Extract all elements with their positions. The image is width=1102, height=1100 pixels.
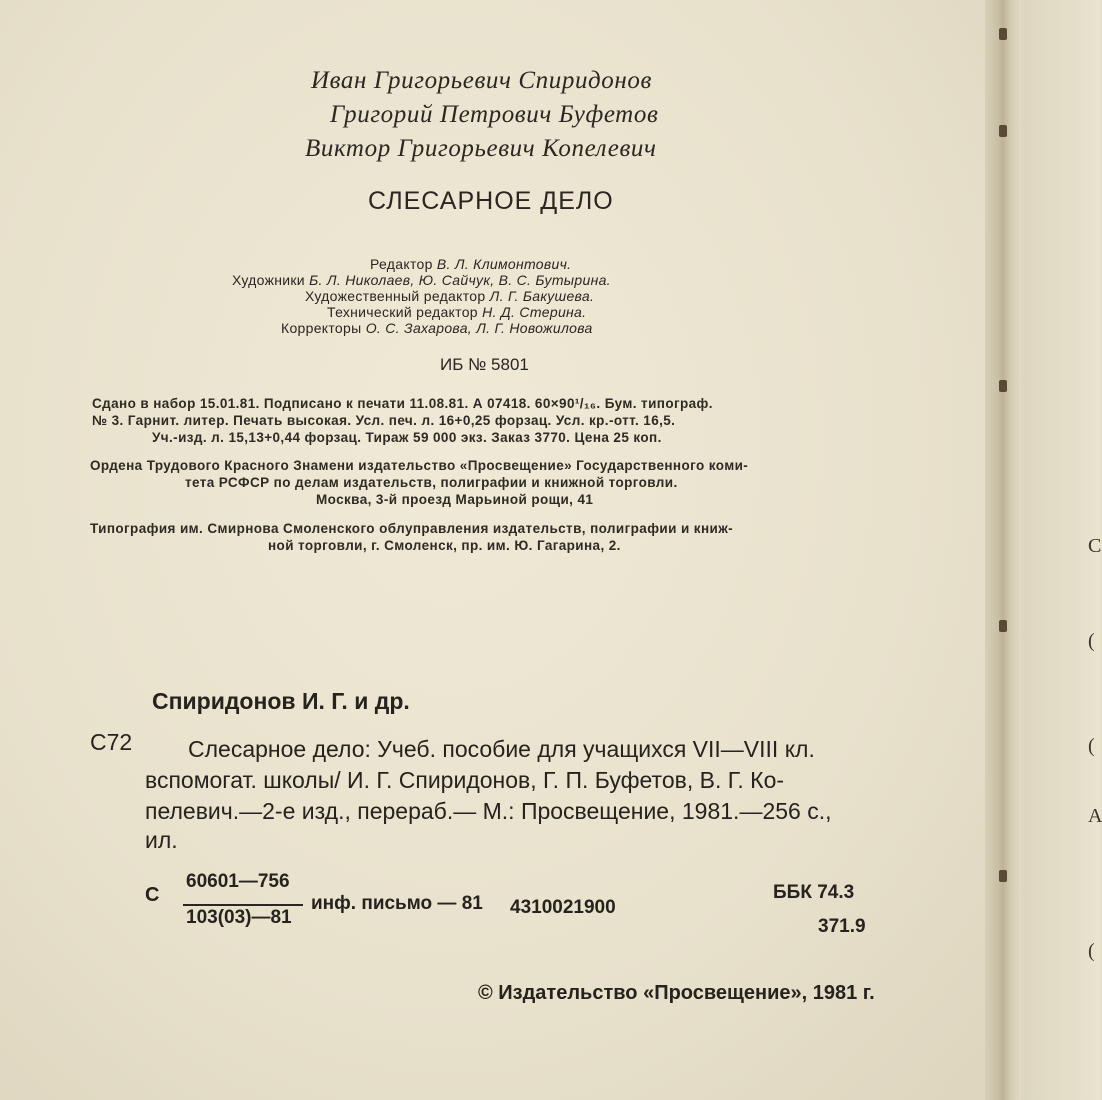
fraction-numerator: 60601—756 [186, 871, 290, 892]
credit-role: Корректоры [281, 320, 362, 336]
author-name: Иван Григорьевич Спиридонов [311, 67, 652, 94]
catalog-code: С72 [90, 729, 133, 755]
isbn-code: 4310021900 [510, 897, 616, 918]
credit-name: Н. Д. Стерина. [482, 304, 587, 320]
credit-line [281, 320, 593, 336]
stitch-mark [999, 870, 1007, 882]
credit-line [370, 256, 571, 272]
book-spine [985, 0, 1021, 1100]
fraction-denominator: 103(03)—81 [186, 907, 292, 928]
fraction-bar [183, 904, 303, 906]
stitch-mark [999, 28, 1007, 40]
inf-letter: инф. письмо — 81 [311, 893, 483, 914]
publisher-info-line: Ордена Трудового Красного Знамени издательство «Просвещение» Государственного коми- [90, 458, 749, 473]
credit-line [232, 272, 611, 288]
credit-name: О. С. Захарова, Л. Г. Новожилова [365, 320, 593, 336]
stitch-mark [999, 620, 1007, 632]
credit-role: Художники [232, 272, 305, 288]
catalog-heading: Спиридонов И. Г. и др. [152, 688, 410, 714]
credit-line [327, 304, 586, 320]
catalog-line: вспомогат. школы/ И. Г. Спиридонов, Г. П. Буфетов, В. Г. Ко- [145, 767, 785, 793]
author-name: Виктор Григорьевич Копелевич [305, 135, 657, 162]
edge-letter: ( [1088, 735, 1095, 757]
catalog-line: Слесарное дело: Учеб. пособие для учащихся VII—VIII кл. [188, 736, 815, 762]
catalog-line: ил. [145, 827, 178, 853]
print-info-line: Сдано в набор 15.01.81. Подписано к печати 11.08.81. А 07418. 60×90¹/₁₆. Бум. типограф. [92, 396, 713, 411]
udk-code: 371.9 [818, 916, 866, 937]
edge-letter: ( [1088, 630, 1095, 652]
copyright-line: © Издательство «Просвещение», 1981 г. [478, 982, 875, 1004]
printer-info-line: ной торговли, г. Смоленск, пр. им. Ю. Гагарина, 2. [268, 538, 621, 553]
edge-letter: А [1088, 805, 1102, 827]
print-info-line: Уч.-изд. л. 15,13+0,44 форзац. Тираж 59 000 экз. Заказ 3770. Цена 25 коп. [152, 430, 662, 445]
credit-line [305, 288, 594, 304]
catalog-line: пелевич.—2-е изд., перераб.— М.: Просвещение, 1981.—256 с., [145, 798, 832, 824]
bbk-code: ББК 74.3 [773, 882, 855, 903]
edge-letter: С [1088, 535, 1102, 557]
edge-letter: ( [1088, 940, 1095, 962]
credit-name: Л. Г. Бакушева. [489, 288, 595, 304]
stitch-mark [999, 125, 1007, 137]
catalog-index-letter: С [145, 884, 160, 906]
book-title: СЛЕСАРНОЕ ДЕЛО [368, 187, 614, 215]
print-info-line: № 3. Гарнит. литер. Печать высокая. Усл. печ. л. 16+0,25 форзац. Усл. кр.-отт. 16,5. [92, 413, 676, 428]
credit-role: Художественный редактор [305, 288, 486, 304]
ib-number: ИБ № 5801 [440, 355, 529, 374]
credit-role: Редактор [370, 256, 433, 272]
publisher-info-line: Москва, 3-й проезд Марьиной рощи, 41 [316, 492, 594, 507]
credit-role: Технический редактор [327, 304, 478, 320]
author-name: Григорий Петрович Буфетов [330, 101, 659, 128]
credit-name: В. Л. Климонтович. [436, 256, 572, 272]
publisher-info-line: тета РСФСР по делам издательств, полиграфии и книжной торговли. [185, 475, 678, 490]
stitch-mark [999, 380, 1007, 392]
credit-name: Б. Л. Николаев, Ю. Сайчук, В. С. Бутырина. [309, 272, 611, 288]
printer-info-line: Типография им. Смирнова Смоленского облуправления издательств, полиграфии и книж- [90, 521, 734, 536]
